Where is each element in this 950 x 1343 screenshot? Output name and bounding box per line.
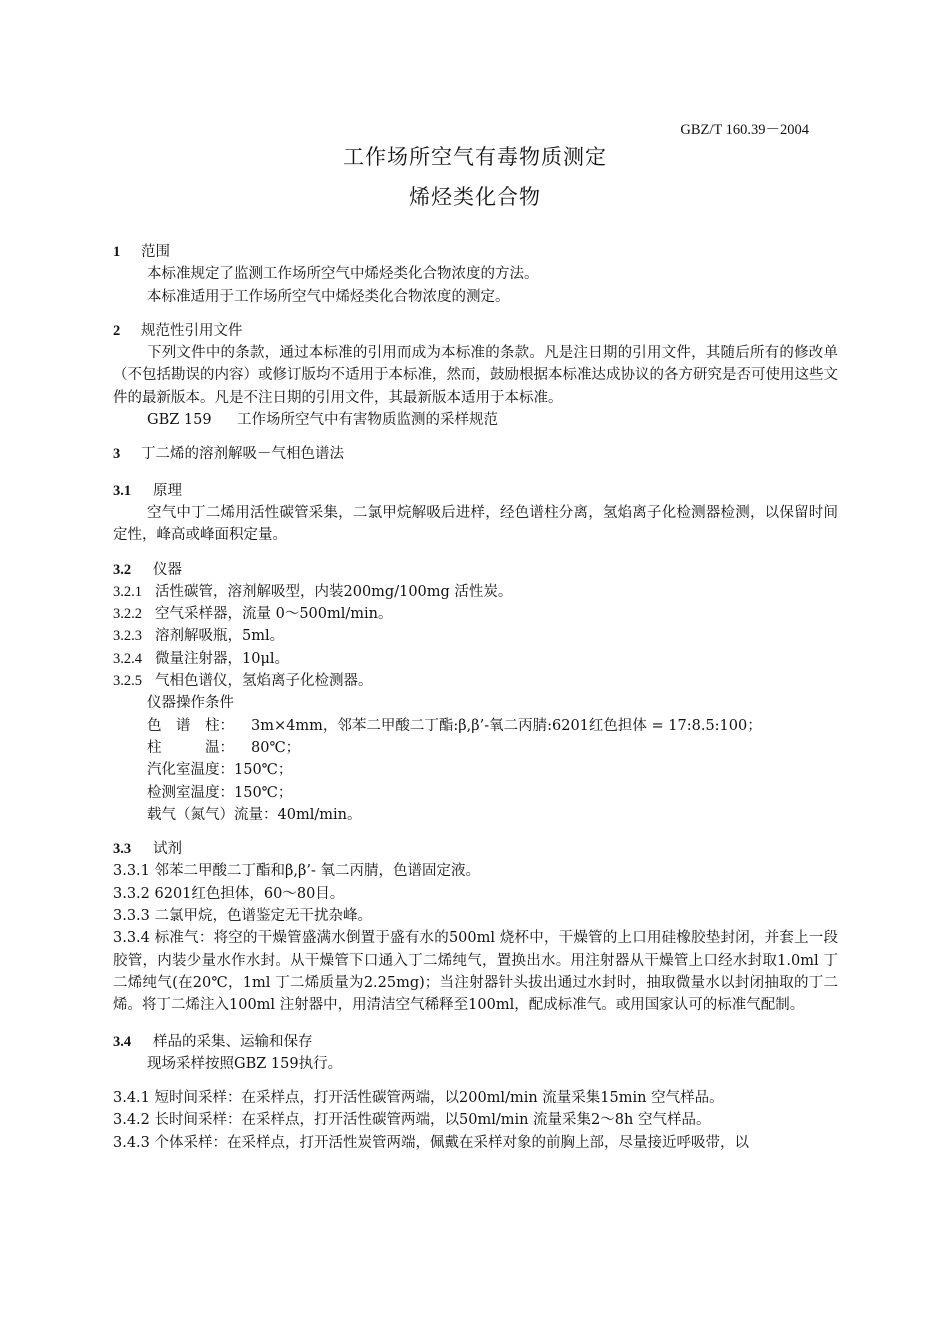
section-number: 3: [113, 446, 121, 463]
list-item: 3.3.4 标准气：将空的干燥管盛满水倒置于盛有水的500ml 烧杯中，干燥管的上口用硅橡胶垫封闭，并套上一段胶管，内装少量水作水封。从干燥管下口通入丁二烯纯气，置换出水。用注射器从干燥管上口经水封取1.0ml 丁二烯纯气(在20℃，1ml 丁二烯质量为2.25mg)；当注射器针头拔出通过水封时，抽取微量水以封闭抽取的丁二烯。将丁二烯注入100ml 注射器中，用清洁空气稀释至100ml，配成标准气。或用国家认可的标准气配制。: [113, 930, 838, 1014]
condition-row: [113, 782, 838, 804]
list-item: 3.4.2 长时间采样：在采样点，打开活性碳管两端，以50ml/min 流量采集2～8h 空气样品。: [113, 1112, 711, 1129]
paragraph: 下列文件中的条款，通过本标准的引用而成为本标准的条款。凡是注日期的引用文件，其随后所有的修改单（不包括勘误的内容）或修订版均不适用于本标准，然而，鼓励根据本标准达成协议的各方研究是否可使用这些文件的最新版本。凡是不注日期的引用文件，其最新版本适用于本标准。: [113, 345, 838, 406]
section-number: 1: [113, 244, 121, 260]
section-title: 规范性引用文件: [141, 322, 243, 339]
paragraph: 现场采样按照GBZ 159执行。: [147, 1055, 343, 1072]
condition-value: 150℃；: [234, 784, 293, 801]
condition-row: [113, 759, 838, 781]
section-title: 丁二烯的溶剂解吸－气相色谱法: [141, 446, 344, 463]
condition-value: 40ml/min。: [277, 806, 362, 823]
section-number: 3.1: [113, 482, 132, 499]
paragraph: 本标准规定了监测工作场所空气中烯烃类化合物浓度的方法。: [147, 266, 539, 283]
section-number: 3.2: [113, 561, 132, 578]
list-item: 3.3.3 二氯甲烷，色谱鉴定无干扰杂峰。: [113, 908, 373, 925]
item-text: 溶剂解吸瓶，5ml。: [155, 628, 285, 645]
section-title: 样品的采集、运输和保存: [153, 1033, 313, 1050]
list-item: 3.3.1 邻苯二甲酸二丁酯和β,β’- 氧二丙腈，色谱固定液。: [113, 863, 480, 880]
list-item: [113, 648, 838, 670]
list-item: 3.3.2 6201红色担体，60～80目。: [113, 885, 345, 902]
section-1-heading: [113, 241, 838, 263]
document-body: [113, 241, 838, 1154]
section-title: 范围: [141, 244, 170, 260]
section-number: 2: [113, 322, 121, 339]
condition-row: [113, 737, 838, 759]
list-item: [113, 581, 838, 603]
condition-label: 柱 温：: [147, 739, 234, 756]
reference-entry: [113, 409, 838, 431]
list-item: 3.4.3 个体采样：在采样点，打开活性炭管两端，佩戴在采样对象的前胸上部，尽量接近呼吸带，以: [113, 1134, 749, 1151]
section-3-3-heading: [113, 838, 838, 860]
item-text: 气相色谱仪，氢焰离子化检测器。: [155, 673, 373, 690]
item-text: 微量注射器，10μl。: [155, 650, 290, 667]
section-number: 3.3: [113, 841, 132, 858]
condition-label: 检测室温度：: [147, 784, 234, 801]
item-number: 3.2.2: [113, 606, 142, 623]
conditions-title: 仪器操作条件: [147, 695, 234, 712]
section-title: 仪器: [153, 561, 182, 578]
document-subtitle: 烯烃类化合物: [409, 185, 541, 209]
item-number: 3.2.1: [113, 583, 142, 600]
list-item: 3.4.1 短时间采样：在采样点，打开活性碳管两端，以200ml/min 流量采集15min 空气样品。: [113, 1090, 724, 1107]
condition-row: [113, 715, 838, 737]
document-title: 工作场所空气有毒物质测定: [343, 145, 607, 169]
section-2-heading: [113, 320, 838, 342]
condition-label: 色 谱 柱：: [147, 717, 234, 734]
section-title: 原理: [153, 482, 182, 499]
condition-label: 载气（氮气）流量：: [147, 806, 278, 823]
item-text: 空气采样器，流量 0～500ml/min。: [155, 606, 393, 623]
condition-value: 150℃；: [234, 762, 293, 779]
section-number: 3.4: [113, 1033, 132, 1050]
condition-value: 3m×4mm，邻苯二甲酸二丁酯:β,β’-氧二丙腈:6201红色担体 = 17:8.5:100；: [251, 717, 762, 734]
standard-number: GBZ/T 160.39－2004: [680, 122, 809, 138]
condition-row: [113, 804, 838, 826]
section-3-heading: [113, 443, 838, 465]
list-item: [113, 670, 838, 692]
paragraph: 本标准适用于工作场所空气中烯烃类化合物浓度的测定。: [147, 288, 510, 305]
item-text: 活性碳管，溶剂解吸型，内装200mg/100mg 活性炭。: [155, 583, 513, 600]
section-3-4-heading: [113, 1031, 838, 1053]
reference-title: 工作场所空气中有害物质监测的采样规范: [237, 412, 498, 429]
section-3-1-heading: [113, 480, 838, 502]
item-number: 3.2.5: [113, 673, 142, 690]
reference-code: GBZ 159: [147, 412, 212, 429]
item-number: 3.2.3: [113, 628, 142, 645]
condition-label: 汽化室温度：: [147, 762, 234, 779]
paragraph: 空气中丁二烯用活性碳管采集，二氯甲烷解吸后进样，经色谱柱分离，氢焰离子化检测器检测，以保留时间定性，峰高或峰面积定量。: [113, 504, 838, 544]
list-item: [113, 603, 838, 625]
section-title: 试剂: [153, 841, 182, 858]
item-number: 3.2.4: [113, 650, 142, 667]
condition-value: 80℃；: [251, 739, 301, 756]
list-item: [113, 625, 838, 647]
section-3-2-heading: [113, 559, 838, 581]
